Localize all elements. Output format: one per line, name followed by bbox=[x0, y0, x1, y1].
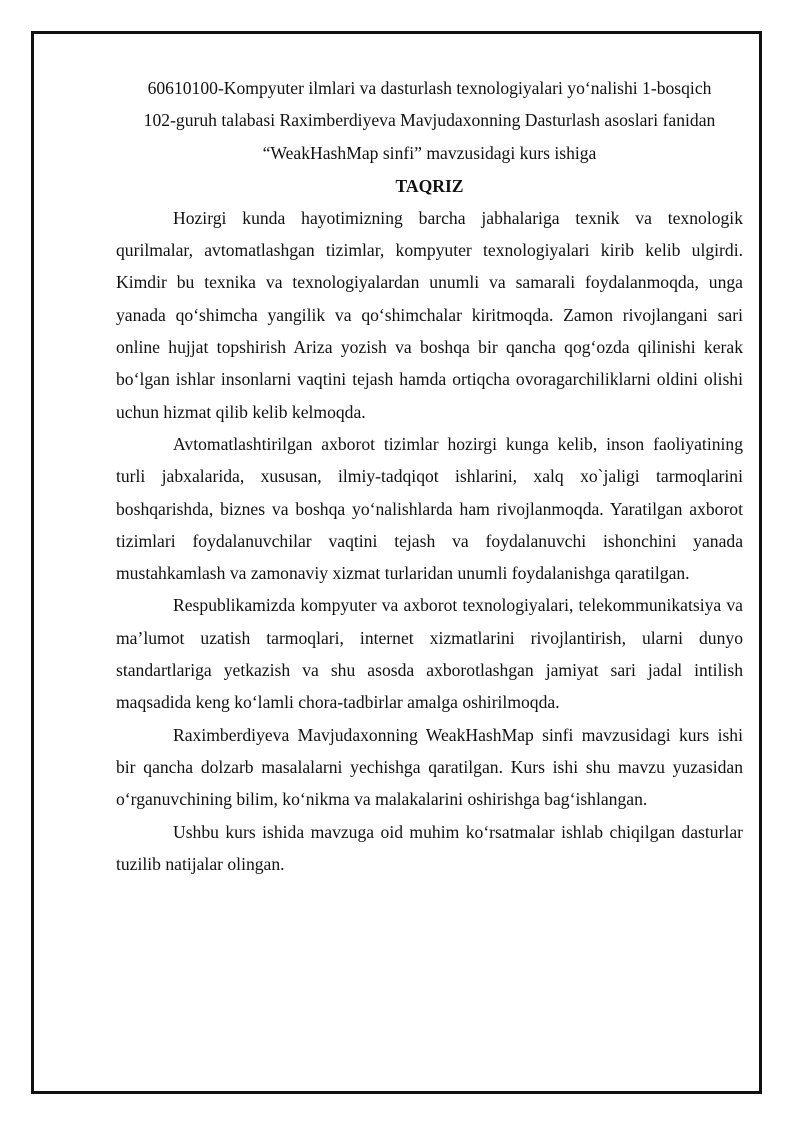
paragraph-1: Hozirgi kunda hayotimizning barcha jabhalariga texnik va texnologik qurilmalar, avtomatlashgan tizimlar, kompyuter texnologiyalari kirib kelib ulgirdi. Kimdir bu texnika va texnologiyalardan unumli va samarali foydalanmoqda, unga yanada qo‘shimcha yangilik va qo‘shimchalar kiritmoqda. Zamon rivojlangani sari online hujjat topshirish Ariza yozish va boshqa bir qancha qog‘ozda qilinishi kerak bo‘lgan ishlar insonlarni vaqtini tejash hamda ortiqcha ovoragarchiliklarni oldini olishi uchun hizmat qilib kelib kelmoqda. bbox=[116, 207, 743, 422]
paragraph-3: Respublikamizda kompyuter va axborot texnologiyalari, telekommunikatsiya va ma’lumot uzatish tarmoqlari, internet xizmatlarini rivojlantirish, ularni dunyo standartlariga yetkazish va shu asosda axborotlashgan jamiyat sari jadal intilish maqsadida keng ko‘lamli chora-tadbirlar amalga oshirilmoqda. bbox=[116, 595, 743, 713]
heading-line-2: 102-guruh talabasi Raximberdiyeva Mavjudaxonning Dasturlash asoslari fanidan bbox=[143, 110, 716, 131]
document-title: TAQRIZ bbox=[395, 175, 464, 196]
document-heading bbox=[116, 72, 743, 169]
paragraph-4: Raximberdiyeva Mavjudaxonning WeakHashMap sinfi mavzusidagi kurs ishi bir qancha dolzarb masalalarni yechishga qaratilgan. Kurs ishi shu mavzu yuzasidan o‘rganuvchining bilim, ko‘nikma va malakalarini oshirishga bag‘ishlangan. bbox=[116, 724, 743, 810]
heading-line-3: “WeakHashMap sinfi” mavzusidagi kurs ishiga bbox=[262, 142, 597, 163]
paragraph-2: Avtomatlashtirilgan axborot tizimlar hozirgi kunga kelib, inson faoliyatining turli jabxalarida, xususan, ilmiy-tadqiqot ishlarini, xalq xo`jaligi tarmoqlarini boshqarishda, biznes va boshqa yo‘nalishlarda ham rivojlanmoqda. Yaratilgan axborot tizimlari foydalanuvchilar vaqtini tejash va foydalanuvchi ishonchini yanada mustahkamlash va zamonaviy xizmat turlaridan unumli foydalanishga qaratilgan. bbox=[116, 433, 743, 584]
document-body bbox=[116, 72, 743, 880]
paragraph-5: Ushbu kurs ishida mavzuga oid muhim ko‘rsatmalar ishlab chiqilgan dasturlar tuzilib natijalar olingan. bbox=[116, 821, 743, 874]
heading-line-1: 60610100-Kompyuter ilmlari va dasturlash texnologiyalari yo‘nalishi 1-bosqich bbox=[147, 78, 712, 98]
